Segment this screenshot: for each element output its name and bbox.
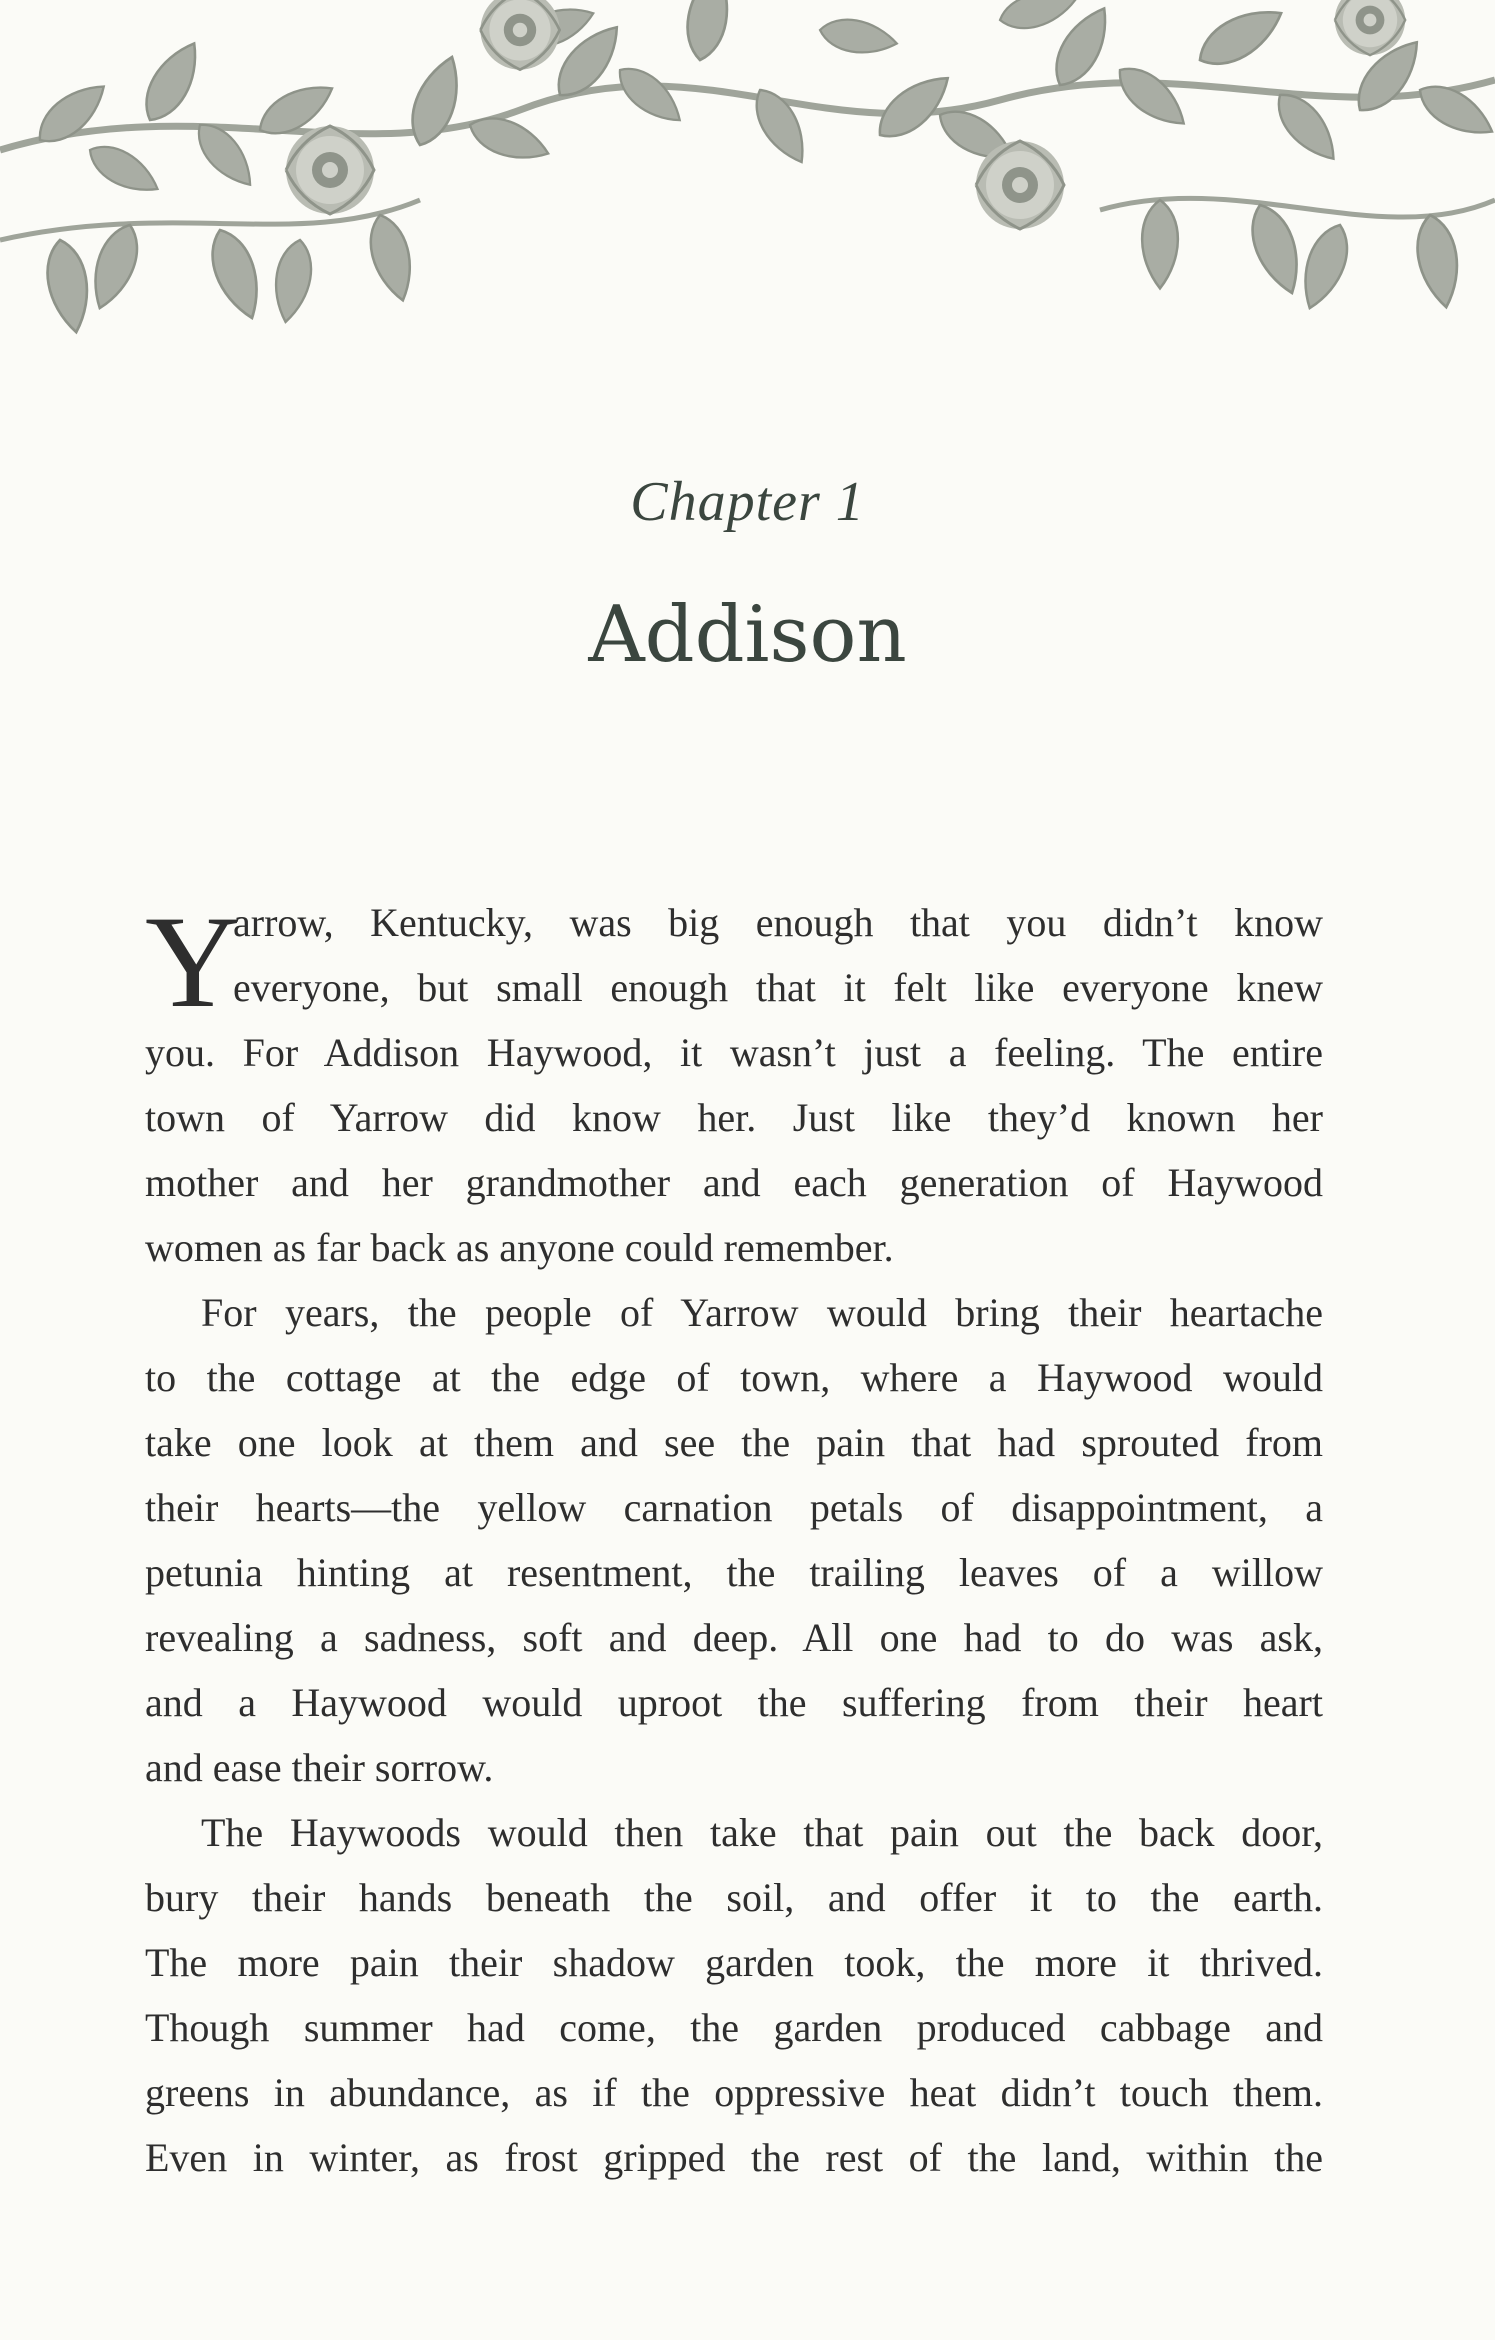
floral-header-ornament [0, 0, 1495, 390]
paragraph-2 [145, 1280, 1323, 1800]
text-line: town of Yarrow did know her. Just like they’d known her [145, 1095, 1323, 1140]
chapter-title: Addison [588, 590, 907, 680]
paragraph-3 [145, 1800, 1323, 2190]
text-line: arrow, Kentucky, was big enough that you didn’t know [233, 900, 1323, 945]
text-line: The more pain their shadow garden took, the more it thrived. [145, 1940, 1323, 1985]
text-line: bury their hands beneath the soil, and offer it to the earth. [145, 1875, 1323, 1920]
text-line: petunia hinting at resentment, the trailing leaves of a willow [145, 1550, 1323, 1595]
text-line: to the cottage at the edge of town, where a Haywood would [145, 1355, 1323, 1400]
text-line: greens in abundance, as if the oppressive heat didn’t touch them. [145, 2070, 1323, 2115]
text-line: The Haywoods would then take that pain out the back door, [201, 1810, 1323, 1855]
text-line: their hearts—the yellow carnation petals of disappointment, a [145, 1485, 1323, 1530]
text-line: For years, the people of Yarrow would bring their heartache [201, 1290, 1323, 1335]
text-line: Though summer had come, the garden produced cabbage and [145, 2005, 1323, 2050]
body-text [145, 890, 1323, 2190]
text-line: women as far back as anyone could remember. [145, 1225, 894, 1270]
paragraph-1 [145, 890, 1323, 1280]
text-line: revealing a sadness, soft and deep. All one had to do was ask, [145, 1615, 1323, 1660]
text-line: you. For Addison Haywood, it wasn’t just a feeling. The entire [145, 1030, 1323, 1075]
text-line: mother and her grandmother and each generation of Haywood [145, 1160, 1323, 1205]
drop-cap: Y [145, 888, 241, 1035]
chapter-label: Chapter 1 [630, 471, 865, 533]
text-line: and a Haywood would uproot the suffering from their heart [145, 1680, 1323, 1725]
text-line: and ease their sorrow. [145, 1745, 494, 1790]
text-line: Even in winter, as frost gripped the rest of the land, within the [145, 2135, 1323, 2180]
text-line: take one look at them and see the pain that had sprouted from [145, 1420, 1323, 1465]
text-line: everyone, but small enough that it felt like everyone knew [233, 965, 1323, 1010]
